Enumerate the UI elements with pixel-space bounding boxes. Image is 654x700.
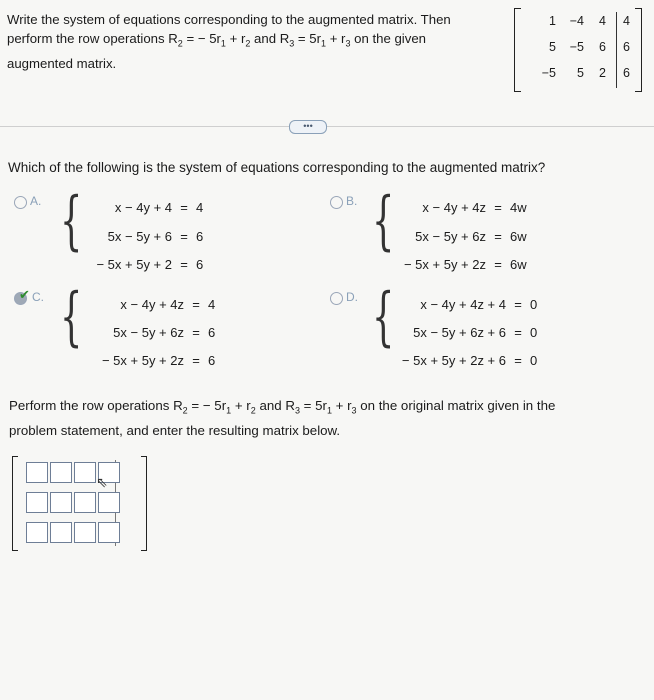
subscript: 2 [182, 405, 188, 416]
option-letter: A. [30, 194, 42, 208]
equation-row [88, 200, 203, 215]
equation-rhs: 6 [208, 353, 216, 368]
equation-lhs: x − 4y + 4z [422, 200, 486, 215]
equation-lhs: 5x − 5y + 6z [113, 325, 184, 340]
equation-lhs: 5x − 5y + 6z [415, 229, 486, 244]
matrix-left-bracket [514, 8, 521, 92]
matrix-cell: −4 [569, 14, 584, 28]
instruction-part: and R [255, 398, 295, 413]
instruction-line-2: problem statement, and enter the resulting matrix below. [9, 422, 341, 438]
option-letter: B. [346, 194, 358, 208]
equals-sign: = [192, 353, 200, 368]
option-letter: D. [346, 290, 358, 304]
prompt-text: and R [250, 31, 290, 46]
problem-prompt [7, 10, 507, 73]
answer-cell-r1c3[interactable] [74, 462, 96, 483]
left-brace: { [60, 280, 83, 354]
equation-lhs: − 5x + 5y + 2z [403, 257, 486, 272]
equation-lhs: x − 4y + 4 [114, 200, 172, 215]
subscript: 3 [351, 405, 357, 416]
equals-sign: = [192, 297, 200, 312]
equals-sign: = [494, 257, 502, 272]
equation-row [390, 229, 527, 244]
equation-rhs: 0 [530, 353, 538, 368]
equation-lhs: − 5x + 5y + 2z + 6 [401, 353, 506, 368]
equation-row [88, 229, 203, 244]
radio-button[interactable] [330, 196, 343, 209]
equation-lhs: − 5x + 5y + 2z [101, 353, 184, 368]
matrix-cell: 5 [549, 40, 556, 54]
equation-lhs: x − 4y + 4z + 4 [420, 297, 506, 312]
equation-row [88, 297, 215, 312]
more-button[interactable]: ••• [289, 120, 327, 134]
left-brace: { [372, 280, 395, 354]
equation-lhs: x − 4y + 4z [120, 297, 184, 312]
answer-cell-r2c2[interactable] [50, 492, 72, 513]
instruction-part: + r [231, 398, 251, 413]
left-brace: { [60, 184, 83, 258]
instruction-part: on the original matrix given in the [356, 398, 556, 413]
equation-rhs: 6 [196, 229, 204, 244]
matrix-cell: 4 [599, 14, 606, 28]
subscript: 2 [177, 38, 183, 49]
equation-rhs: 6 [208, 325, 216, 340]
equation-rhs: 0 [530, 297, 538, 312]
answer-cell-r2c1[interactable] [26, 492, 48, 513]
subscript: 3 [345, 38, 351, 49]
answer-cell-r3c2[interactable] [50, 522, 72, 543]
matrix-cell: 6 [599, 40, 606, 54]
equation-row [88, 257, 203, 272]
equation-rhs: 6w [510, 257, 527, 272]
mouse-cursor-icon: ⇖ [96, 474, 108, 490]
matrix-cell: 6 [623, 66, 630, 80]
left-brace: { [372, 184, 395, 258]
prompt-text: + r [225, 31, 246, 46]
answer-cell-r3c1[interactable] [26, 522, 48, 543]
equation-lhs: − 5x + 5y + 2 [96, 257, 172, 272]
augmented-matrix [514, 8, 642, 92]
answer-cell-r3c3[interactable] [74, 522, 96, 543]
equals-sign: = [180, 229, 188, 244]
subscript: 3 [294, 405, 300, 416]
prompt-text: on the given [350, 31, 426, 46]
prompt-text: = 5r [294, 31, 322, 46]
answer-cell-r3c4[interactable] [98, 522, 120, 543]
instruction-part: Perform the row operations R [9, 398, 183, 413]
section-divider [0, 126, 654, 127]
equation-row [390, 200, 527, 215]
instruction-part: + r [331, 398, 352, 413]
instruction-part: = 5r [299, 398, 327, 413]
instruction-line-1 [9, 396, 644, 421]
prompt-text: = − 5r [182, 31, 221, 46]
prompt-line-2 [7, 29, 507, 54]
equation-row [388, 353, 537, 368]
option-letter: C. [32, 290, 44, 304]
answer-cell-r2c3[interactable] [74, 492, 96, 513]
equation-lhs: 5x − 5y + 6 [107, 229, 172, 244]
matrix-cell: 1 [549, 14, 556, 28]
answer-right-bracket [141, 456, 147, 551]
subscript: 1 [226, 405, 232, 416]
subscript: 2 [250, 405, 256, 416]
equation-row [388, 297, 537, 312]
instruction-text [9, 396, 644, 440]
equals-sign: = [494, 200, 502, 215]
equation-row [390, 257, 527, 272]
equals-sign: = [514, 325, 522, 340]
subscript: 1 [321, 38, 327, 49]
answer-matrix [12, 456, 147, 551]
equation-rhs: 4w [510, 200, 527, 215]
answer-cell-r1c1[interactable] [26, 462, 48, 483]
checkmark-icon: ✔ [19, 287, 30, 302]
equals-sign: = [192, 325, 200, 340]
question-text: Which of the following is the system of equations corresponding to the augmented matrix? [8, 160, 546, 175]
matrix-right-bracket [635, 8, 642, 92]
subscript: 1 [326, 405, 332, 416]
equation-row [388, 325, 537, 340]
answer-left-bracket [12, 456, 18, 551]
prompt-line-1: Write the system of equations corresponding to the augmented matrix. Then [7, 12, 451, 27]
equation-rhs: 6 [196, 257, 204, 272]
matrix-cell: 2 [599, 66, 606, 80]
matrix-cell: 4 [623, 14, 630, 28]
prompt-text: + r [326, 31, 346, 46]
equals-sign: = [514, 353, 522, 368]
equation-rhs: 4 [208, 297, 216, 312]
equals-sign: = [514, 297, 522, 312]
radio-button[interactable] [330, 292, 343, 305]
equation-rhs: 4 [196, 200, 204, 215]
prompt-text: perform the row operations R [7, 31, 178, 46]
instruction-part: = − 5r [187, 398, 227, 413]
prompt-line-3: augmented matrix. [7, 55, 117, 71]
matrix-cell: 5 [577, 66, 584, 80]
subscript: 1 [220, 38, 226, 49]
matrix-cell: −5 [541, 66, 556, 80]
equals-sign: = [180, 257, 188, 272]
matrix-cell: 6 [623, 40, 630, 54]
equation-rhs: 6w [510, 229, 527, 244]
answer-cell-r1c2[interactable] [50, 462, 72, 483]
equals-sign: = [180, 200, 188, 215]
equation-row [88, 353, 215, 368]
equals-sign: = [494, 229, 502, 244]
subscript: 2 [245, 38, 251, 49]
equation-rhs: 0 [530, 325, 538, 340]
answer-cell-r2c4[interactable] [98, 492, 120, 513]
radio-button[interactable] [14, 196, 27, 209]
equation-lhs: 5x − 5y + 6z + 6 [413, 325, 506, 340]
matrix-cell: −5 [569, 40, 584, 54]
equation-row [88, 325, 215, 340]
subscript: 3 [289, 38, 295, 49]
